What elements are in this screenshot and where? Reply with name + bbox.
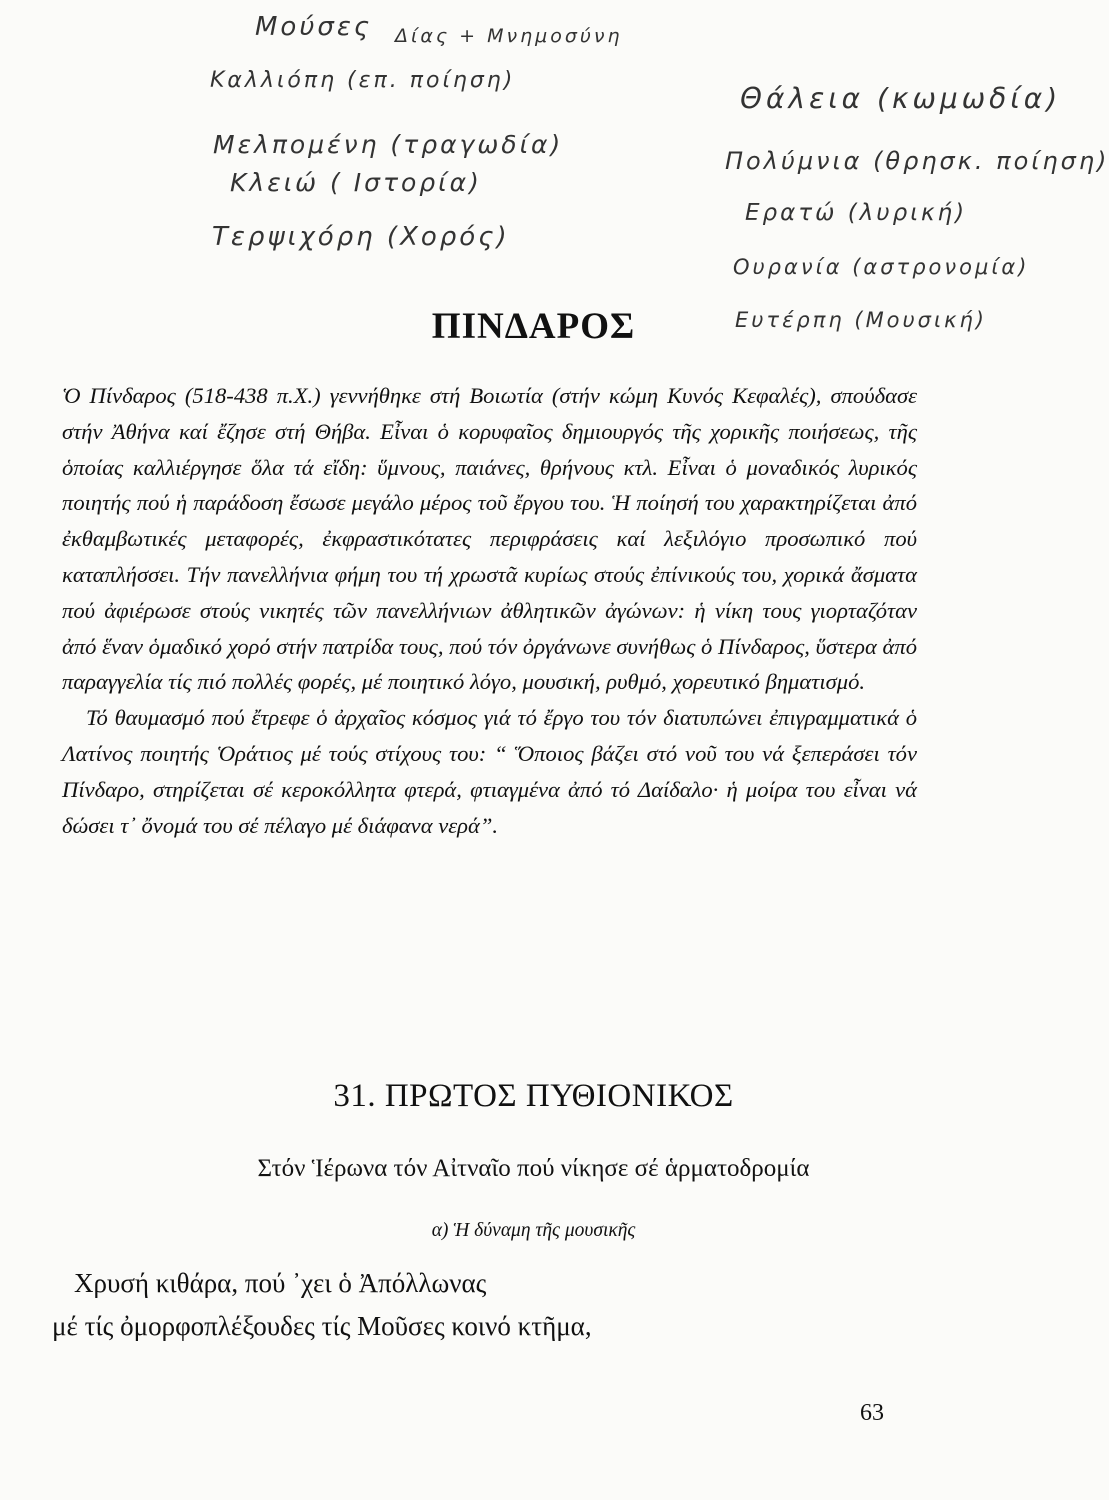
poem-line-2: μέ τίς ὀμορφοπλέξουδες τίς Μοῦσες κοινό κτῆμα, [52, 1311, 592, 1341]
poem-text [52, 1262, 592, 1348]
handwritten-thalia: Θάλεια (κωμωδία) [740, 82, 1062, 115]
handwritten-calliope: Καλλιόπη (επ. ποίηση) [210, 68, 516, 93]
handwritten-terpsichore: Τερψιχόρη (Χορός) [212, 222, 510, 252]
poem-line-1: Χρυσή κιθάρα, πού ᾽χει ὁ Ἀπόλλωνας [74, 1268, 487, 1298]
handwritten-erato: Ερατώ (λυρική) [745, 200, 968, 226]
handwritten-clio: Κλειώ ( Ιστορία) [230, 168, 482, 197]
handwritten-melpomene: Μελπομένη (τραγωδία) [213, 130, 564, 159]
handwritten-muses: Μούσες [255, 12, 373, 42]
section-title: 31. ΠΡΩΤΟΣ ΠΥΘΙΟΝΙΚΟΣ [333, 1078, 734, 1114]
intro-text [62, 378, 917, 843]
intro-paragraph-2: Τό θαυμασμό πού ἔτρεφε ὁ ἀρχαῖος κόσμος γιά τό ἔργο του τόν διατυπώνει ἐπιγραμματικά ὁ Λατίνος ποιητής Ὁράτιος μέ τούς στίχους του: “ Ὅποιος βάζει στό νοῦ του νά ξεπεράσει τόν Πίνδαρο, στηρίζεται σέ κεροκόλλητα φτερά, φτιαγμένα ἀπό τό Δαίδαλο· ἡ μοίρα του εἶναι νά δώσει τ᾽ ὄνομά του σέ πέλαγο μέ διάφανα νερά”. [62, 705, 917, 838]
page-title: ΠΙΝΔΑΡΟΣ [431, 306, 636, 347]
handwritten-euterpe: Ευτέρπη (Μουσική) [735, 308, 987, 332]
handwritten-urania: Ουρανία (αστρονομία) [733, 255, 1030, 279]
section-subtitle: Στόν Ἱέρωνα τόν Αἰτναῖο πού νίκησε σέ ἁρματοδρομία [257, 1155, 810, 1182]
handwritten-polymnia: Πολύμνια (θρησκ. ποίηση) [725, 147, 1109, 175]
page-number: 63 [860, 1400, 884, 1426]
intro-paragraph-1: Ὁ Πίνδαρος (518-438 π.Χ.) γεννήθηκε στή Βοιωτία (στήν κώμη Κυνός Κεφαλές), σπούδασε στήν Ἀθήνα καί ἔζησε στή Θήβα. Εἶναι ὁ κορυφαῖος δημιουργός τῆς χορικῆς ποιήσεως, τῆς ὁποίας καλλιέργησε ὅλα τά εἴδη: ὕμνους, παιάνες, θρήνους κτλ. Εἶναι ὁ μοναδικός λυρικός ποιητής πού ἡ παράδοση ἔσωσε μεγάλο μέρος τοῦ ἔργου του. Ἡ ποίησή του χαρακτηρίζεται ἀπό ἐκθαμβωτικές μεταφορές, ἐκφραστικότατες περιφράσεις καί λεξιλόγιο προσωπικό πού καταπλήσσει. Τήν πανελλήνια φήμη του τή χρωστᾶ κυρίως στούς ἐπίνικούς του, χορικά ἄσματα πού ἀφιέρωσε στούς νικητές τῶν πανελλήνιων ἀθλητικῶν ἀγώνων: ἡ νίκη τους γιορταζόταν ἀπό ἕναν ὁμαδικό χορό στήν πατρίδα τους, πού τόν ὀργάνωνε συνήθως ὁ Πίνδαρος, ὕστερα ἀπό παραγγελία τίς πιό πολλές φορές, μέ ποιητικό λόγο, μουσική, ρυθμό, χορευτικό βηματισμό. [62, 383, 917, 695]
handwritten-zeus: Δίας + Μνημοσύνη [395, 25, 623, 47]
part-heading: α) Ἡ δύναμη τῆς μουσικῆς [431, 1220, 636, 1241]
